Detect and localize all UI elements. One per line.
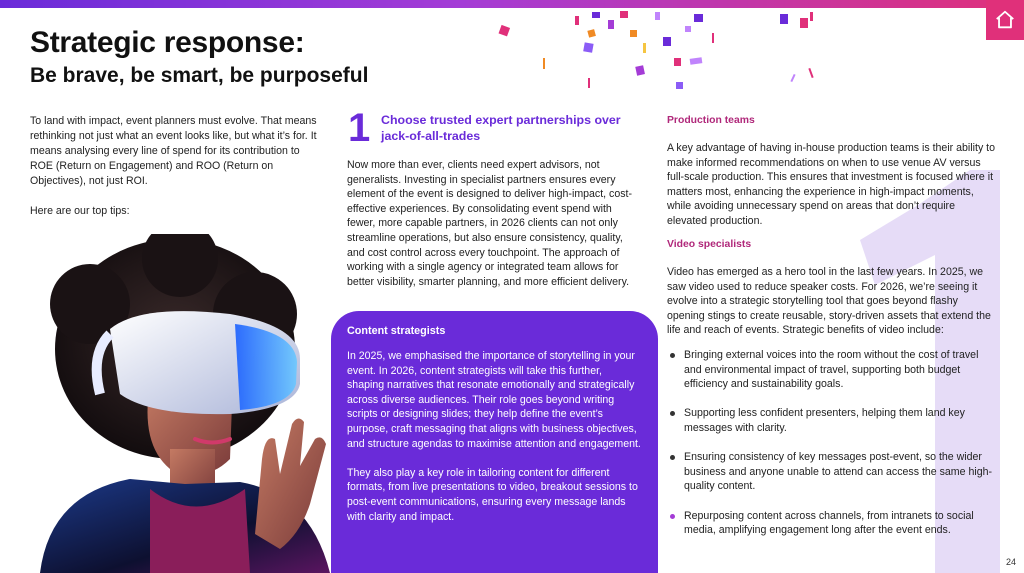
production-teams-body: A key advantage of having in-house production teams is their ability to make informed recommendations on when to use venue AV versus full-scale production. This ensures that investment is focused where it matters most, enhancing the experience in high-impact moments, while avoiding unnecessary spend on areas that don’t require elevated production. <box>667 142 996 227</box>
intro-paragraph: To land with impact, event planners must evolve. That means rethinking not just what an event looks like, but what it’s for. It means analysing every line of spend for its contribution to ROE (Return on Engagement) and ROO (Return on Objectives), not just ROI. <box>30 115 317 187</box>
video-specialists-body: Video has emerged as a hero tool in the last few years. In 2025, we saw video used to reduce speaker costs. For 2026, we’re seeing it evolve into a strategic storytelling tool that goes beyond flashy opening stings to create reusable, story-driven assets that extend the life and reach of events. Strategic benefits of video include: <box>667 266 991 337</box>
content-strategists-heading: Content strategists <box>347 325 446 337</box>
section1-heading: Choose trusted expert partnerships over jack-of-all-trades <box>381 113 621 143</box>
list-item: Repurposing content across channels, from intranets to social media, amplifying engagement long after the event ends. <box>667 509 997 538</box>
list-item: Supporting less confident presenters, helping them land key messages with clarity. <box>667 406 997 435</box>
section-number: 1 <box>348 106 371 150</box>
page-title: Strategic response: <box>30 26 305 59</box>
video-benefits-list <box>667 348 997 538</box>
list-item: Bringing external voices into the room without the cost of travel and environmental impact of travel, supporting both budget efficiency and sustainability goals. <box>667 348 997 392</box>
page-subtitle: Be brave, be smart, be purposeful <box>30 64 369 87</box>
section1-body: Now more than ever, clients need expert advisors, not generalists. Investing in specialist partners ensures every element of the event is designed to deliver high-impact, cost-effective experiences. By consolidating event spend with fewer, more capable partners, in 2026 clients can not only streamline operations, but also ensure consistency, quality, and cost control across every touchpoint. The approach of working with a single agency or integrated team allows for better visibility, smarter planning, and more efficient delivery. <box>347 159 633 288</box>
home-icon <box>994 9 1016 31</box>
list-item: Ensuring consistency of key messages post-event, so the wider business and anyone unable to attend can access the same high-quality content. <box>667 450 997 494</box>
intro-tips-lead: Here are our top tips: <box>30 205 130 217</box>
top-gradient-bar <box>0 0 1024 8</box>
vr-headset-person-image <box>0 234 330 573</box>
home-button[interactable] <box>986 0 1024 40</box>
video-specialists-heading: Video specialists <box>667 239 752 250</box>
intro-text <box>30 114 320 219</box>
content-strategists-paragraph: They also play a key role in tailoring content for different formats, from live presentations to video, breakout sessions to post-event communications, ensuring every message lands with clarity and impact. <box>347 466 638 523</box>
production-teams-heading: Production teams <box>667 115 755 126</box>
page-number: 24 <box>1005 557 1016 567</box>
confetti-decoration <box>480 8 860 98</box>
content-strategists-card <box>331 311 658 573</box>
content-strategists-paragraph: In 2025, we emphasised the importance of storytelling in your event. In 2026, content strategists will take this further, shaping narratives that resonate emotionally and strategically across diverse audiences. Their role goes beyond writing scripts or designing slides; they help define the event’s purpose, craft messaging that aligns with business objectives, and structure agendas to maximise attention and engagement. <box>347 350 641 450</box>
